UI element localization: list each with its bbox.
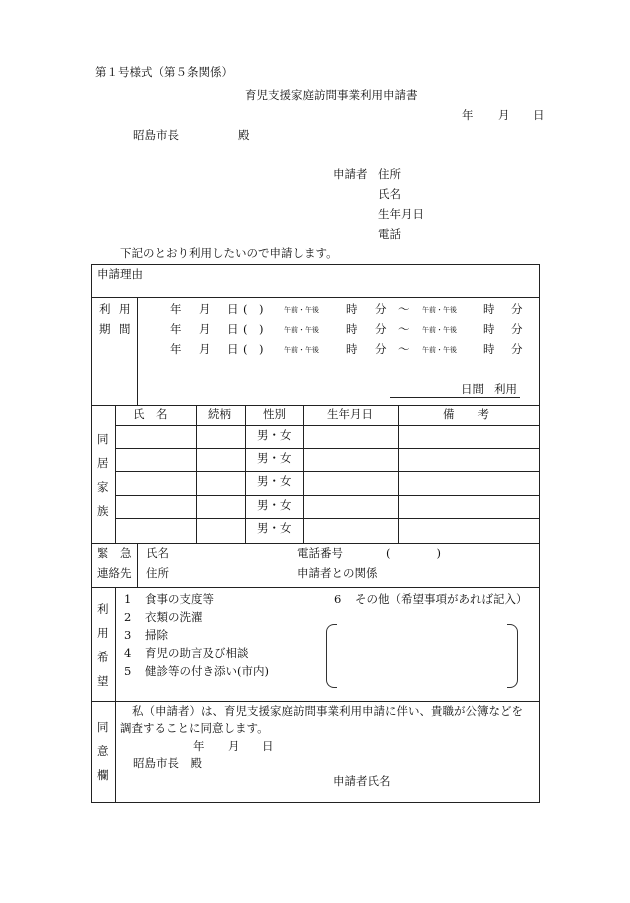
emergency-address-label: 住所 [146, 566, 169, 580]
period-ampm-start: 午前・午後 [284, 306, 319, 314]
period-minute-start: 分 [375, 342, 387, 356]
wishes-label-char: 望 [97, 674, 109, 688]
consent-label-char: 同 [97, 720, 109, 734]
period-tilde: 〜 [398, 302, 410, 316]
period-hour-end: 時 [483, 342, 495, 356]
emergency-phone-label: 電話番号 [297, 546, 343, 560]
wish-number: 4 [124, 646, 132, 660]
family-row-divider [115, 425, 540, 426]
table-bottom-border [91, 802, 540, 803]
wish-number: 1 [124, 592, 132, 606]
consent-date-month: 月 [228, 739, 240, 753]
wish-text: その他（希望事項があれば記入） [355, 592, 528, 606]
period-minute-end: 分 [511, 342, 523, 356]
wish-number: 3 [124, 628, 132, 642]
period-day: 日 [227, 322, 239, 336]
wish-text: 掃除 [145, 628, 168, 642]
wishes-label-char: 用 [97, 626, 109, 640]
table-top-border [91, 264, 540, 265]
other-paren-right [507, 624, 518, 688]
family-gender-option[interactable]: 男・女 [257, 521, 292, 535]
date-day-label: 日 [533, 108, 545, 122]
family-label-char: 居 [97, 456, 109, 470]
family-header-remarks: 備 考 [443, 407, 489, 421]
period-year: 年 [170, 342, 182, 356]
family-label-char: 家 [97, 480, 109, 494]
table-left-border [91, 264, 92, 803]
wishes-label-char: 利 [97, 602, 109, 616]
period-label-char: 利 [99, 302, 111, 316]
applicant-phone-label: 電話 [378, 227, 401, 241]
period-day: 日 [227, 302, 239, 316]
consent-signature-label: 申請者氏名 [333, 774, 391, 788]
period-hour-start: 時 [346, 302, 358, 316]
period-hour-start: 時 [346, 342, 358, 356]
period-label-char: 間 [119, 322, 131, 336]
family-row-divider [115, 495, 540, 496]
consent-addressee: 昭島市長 殿 [133, 756, 202, 770]
period-ampm-end: 午前・午後 [422, 346, 457, 354]
family-gender-option[interactable]: 男・女 [257, 474, 292, 488]
emergency-relation-label: 申請者との関係 [297, 566, 378, 580]
wish-number: 5 [124, 664, 132, 678]
consent-label-char: 欄 [97, 768, 109, 782]
applicant-birthdate-label: 生年月日 [378, 207, 424, 221]
table-right-border [539, 264, 540, 803]
period-minute-end: 分 [511, 322, 523, 336]
consent-text: 調査することに同意します。 [120, 721, 269, 735]
reason-field[interactable] [92, 284, 538, 296]
period-days-label: 日間 [461, 382, 484, 396]
divider-reason [91, 297, 540, 298]
wish-text: 健診等の付き添い(市内) [145, 664, 269, 678]
period-label-char: 期 [99, 322, 111, 336]
wishes-label-char: 希 [97, 650, 109, 664]
period-weekday: ( ) [243, 302, 264, 316]
period-ampm-start: 午前・午後 [284, 346, 319, 354]
period-weekday: ( ) [243, 322, 264, 336]
addressee-name: 昭島市長 [133, 128, 179, 142]
period-label-char: 用 [119, 302, 131, 316]
period-hour-end: 時 [483, 302, 495, 316]
period-hour-end: 時 [483, 322, 495, 336]
date-year-label: 年 [462, 108, 474, 122]
family-row-divider [115, 471, 540, 472]
period-minute-start: 分 [375, 302, 387, 316]
other-wish-field[interactable] [338, 626, 506, 684]
period-month: 月 [199, 322, 211, 336]
family-row-divider [115, 518, 540, 519]
other-paren-left [326, 624, 337, 688]
period-ampm-end: 午前・午後 [422, 306, 457, 314]
family-header-birthdate: 生年月日 [327, 407, 373, 421]
period-minute-start: 分 [375, 322, 387, 336]
period-day: 日 [227, 342, 239, 356]
emergency-label: 緊 急 [97, 546, 132, 560]
divider-wishes [91, 701, 540, 702]
consent-date-day: 日 [262, 739, 274, 753]
period-ampm-start: 午前・午後 [284, 326, 319, 334]
family-row-divider [115, 448, 540, 449]
emergency-phone-paren[interactable]: ( ) [386, 546, 441, 560]
emergency-label-divider [137, 543, 138, 587]
consent-date-year: 年 [193, 739, 205, 753]
family-label-char: 同 [97, 432, 109, 446]
emergency-label: 連絡先 [97, 566, 132, 580]
family-gender-option[interactable]: 男・女 [257, 498, 292, 512]
period-label-divider [137, 297, 138, 405]
divider-family [91, 543, 540, 544]
wish-number: 6 [334, 592, 342, 606]
addressee-honorific: 殿 [238, 128, 250, 142]
period-tilde: 〜 [398, 322, 410, 336]
family-header-name: 氏 名 [133, 407, 168, 421]
family-header-gender: 性別 [263, 407, 286, 421]
period-minute-end: 分 [511, 302, 523, 316]
divider-period [91, 405, 540, 406]
applicant-name-label: 氏名 [378, 187, 401, 201]
period-year: 年 [170, 322, 182, 336]
period-month: 月 [199, 302, 211, 316]
period-tilde: 〜 [398, 342, 410, 356]
family-label-char: 族 [97, 504, 109, 518]
page-title: 育児支援家庭訪問事業利用申請書 [245, 88, 418, 102]
wish-text: 衣類の洗濯 [145, 610, 203, 624]
period-hour-start: 時 [346, 322, 358, 336]
intro-text: 下記のとおり利用したいので申請します。 [120, 246, 338, 260]
wishes-label-divider [115, 587, 116, 701]
date-month-label: 月 [498, 108, 510, 122]
consent-text: 私（申請者）は、育児支援家庭訪問事業利用申請に伴い、貴職が公簿などを [132, 704, 523, 718]
family-gender-option[interactable]: 男・女 [257, 428, 292, 442]
family-gender-option[interactable]: 男・女 [257, 451, 292, 465]
wish-text: 食事の支度等 [145, 592, 214, 606]
form-number: 第１号様式（第５条関係） [95, 65, 233, 79]
divider-emergency [91, 587, 540, 588]
reason-label: 申請理由 [97, 267, 143, 281]
wish-text: 育児の助言及び相談 [145, 646, 249, 660]
period-ampm-end: 午前・午後 [422, 326, 457, 334]
applicant-address-label: 住所 [378, 167, 401, 181]
period-year: 年 [170, 302, 182, 316]
emergency-name-label: 氏名 [146, 546, 169, 560]
family-header-relation: 続柄 [208, 407, 231, 421]
period-month: 月 [199, 342, 211, 356]
period-days-underline[interactable] [390, 397, 520, 398]
period-weekday: ( ) [243, 342, 264, 356]
wish-number: 2 [124, 610, 132, 624]
applicant-label: 申請者 [333, 167, 368, 181]
consent-label-divider [115, 701, 116, 802]
consent-label-char: 意 [97, 744, 109, 758]
period-use-label: 利用 [494, 382, 517, 396]
